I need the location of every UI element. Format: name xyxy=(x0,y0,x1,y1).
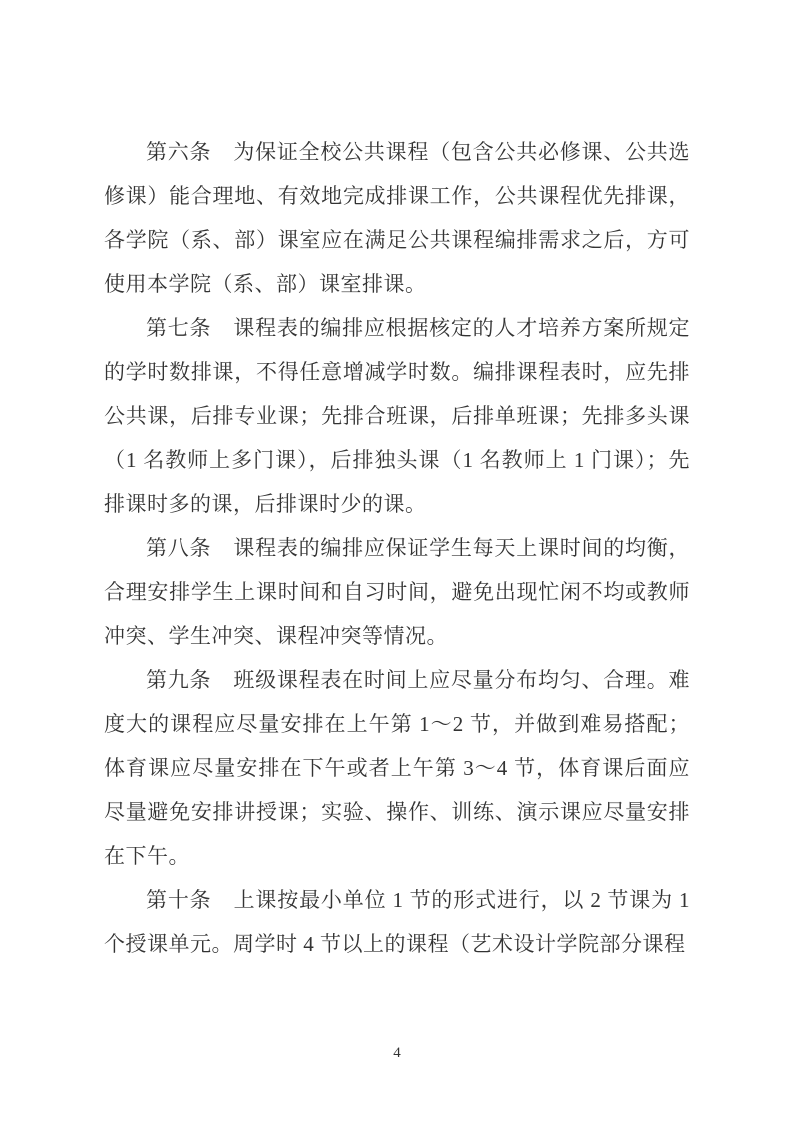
article-9-text: 班级课程表在时间上应尽量分布均匀、合理。难度大的课程应尽量安排在上午第 1～2 节，并做到难易搭配；体育课应尽量安排在下午或者上午第 3～4 节，体育课后面应尽量避免安排讲授课；实验、操作、训练、演示课应尽量安排在下午。 xyxy=(104,668,691,868)
article-8-text: 课程表的编排应保证学生每天上课时间的均衡，合理安排学生上课时间和自习时间，避免出现忙闲不均或教师冲突、学生冲突、课程冲突等情况。 xyxy=(104,536,691,648)
article-7-text: 课程表的编排应根据核定的人才培养方案所规定的学时数排课，不得任意增减学时数。编排课程表时，应先排公共课，后排专业课；先排合班课，后排单班课；先排多头课（1 名教师上多门课），后排独头课（1 名教师上 1 门课）；先排课时多的课，后排课时少的课。 xyxy=(104,316,691,516)
paragraph-article-6 xyxy=(104,130,690,306)
paragraph-article-9 xyxy=(104,658,690,878)
article-6-number: 第六条 xyxy=(146,140,212,164)
article-8-number: 第八条 xyxy=(146,536,212,560)
page-number: 4 xyxy=(393,1045,401,1061)
document-body xyxy=(104,130,690,966)
paragraph-article-8 xyxy=(104,526,690,658)
article-6-text: 为保证全校公共课程（包含公共必修课、公共选修课）能合理地、有效地完成排课工作，公共课程优先排课，各学院（系、部）课室应在满足公共课程编排需求之后，方可使用本学院（系、部）课室排课。 xyxy=(104,140,691,296)
article-7-number: 第七条 xyxy=(146,316,212,340)
article-10-text: 上课按最小单位 1 节的形式进行，以 2 节课为 1 个授课单元。周学时 4 节以上的课程（艺术设计学院部分课程 xyxy=(104,888,691,956)
paragraph-article-10 xyxy=(104,878,690,966)
article-10-number: 第十条 xyxy=(146,888,212,912)
paragraph-article-7 xyxy=(104,306,690,526)
article-9-number: 第九条 xyxy=(146,668,212,692)
